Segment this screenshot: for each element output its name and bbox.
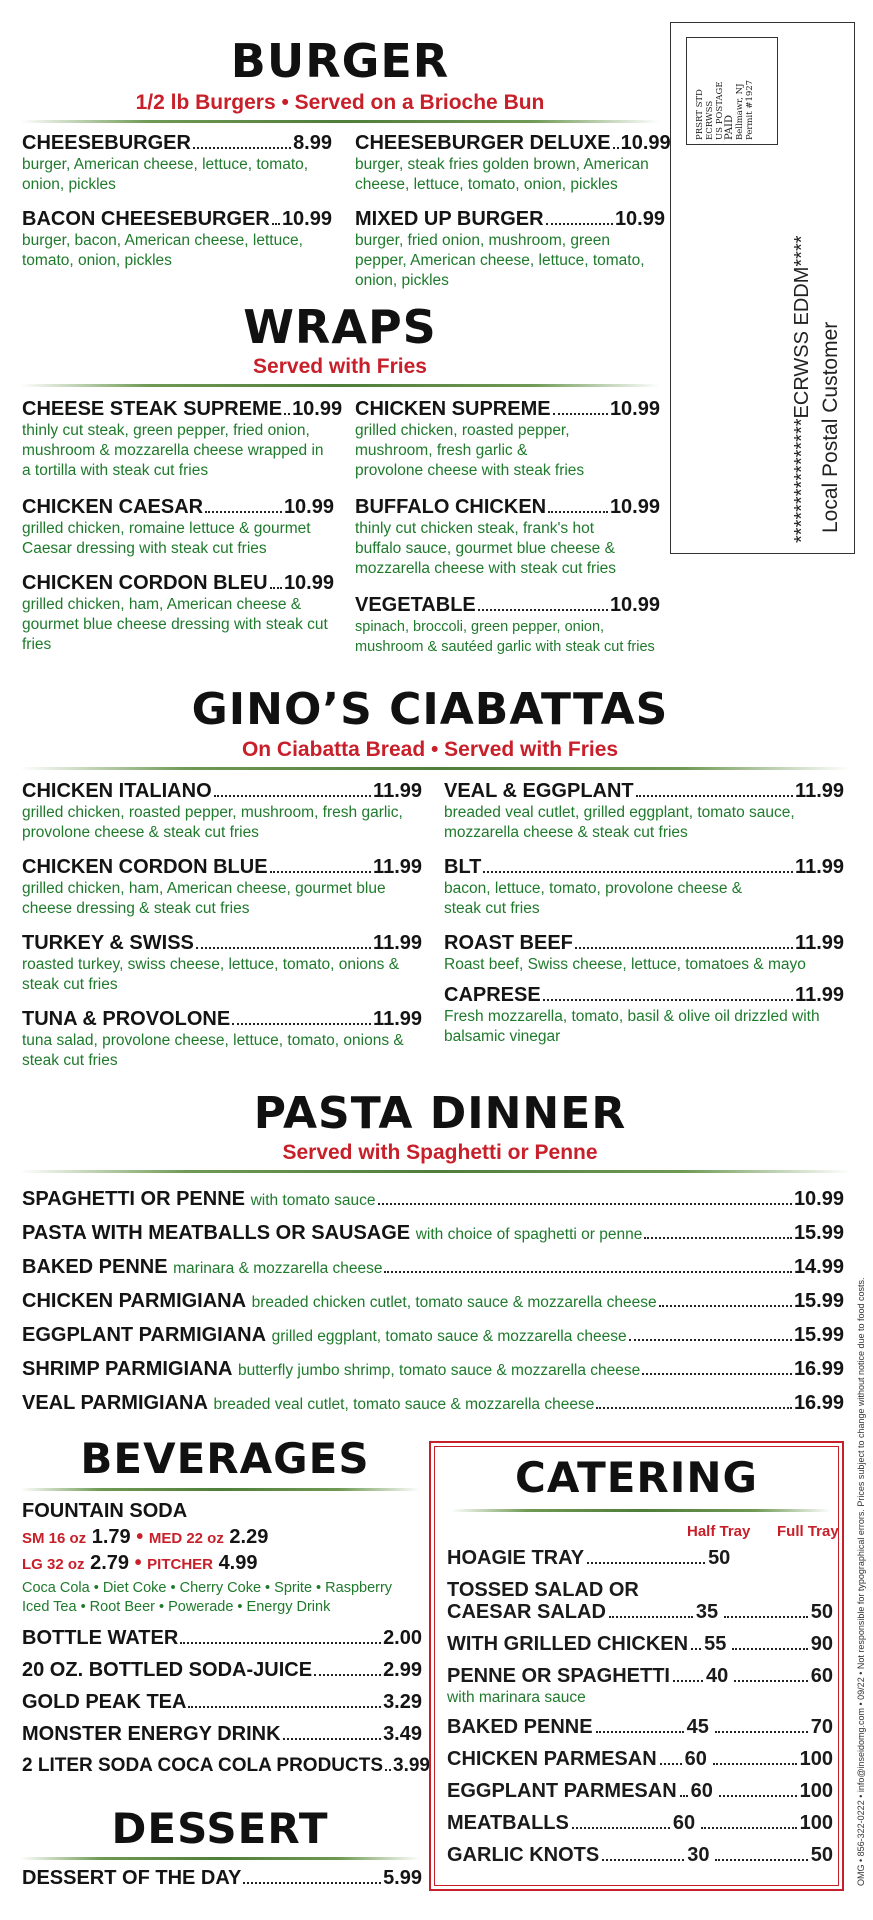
item-price: 11.99	[373, 780, 422, 802]
beverage-row	[22, 1723, 422, 1745]
item-desc: tuna salad, provolone cheese, lettuce, tomato, onions & steak cut fries	[22, 1032, 404, 1069]
item-name: CAESAR SALAD	[447, 1601, 606, 1623]
leader-dots	[378, 1203, 792, 1205]
item-desc: grilled chicken, roasted pepper, mushroom, fresh garlic & provolone cheese with steak fries	[355, 422, 585, 479]
leader-dots	[314, 1674, 381, 1676]
stamp-line: PAID	[724, 115, 735, 140]
item-price: 11.99	[373, 856, 422, 878]
item-desc: burger, fried onion, mushroom, green pepper, American cheese, lettuce, tomato, onion, pickles	[355, 232, 645, 289]
menu-item-chicken-cordon-blue	[22, 856, 422, 919]
item-desc: burger, steak fries golden brown, American cheese, lettuce, tomato, onion, pickles	[355, 156, 649, 193]
leader-dots	[660, 1763, 682, 1765]
ciabattas-divider	[20, 767, 850, 770]
wraps-title: WRAPS	[243, 300, 437, 354]
item-desc: grilled chicken, romaine lettuce & gourmet Caesar dressing with steak cut fries	[22, 520, 311, 557]
leader-dots	[596, 1407, 792, 1409]
stamp-line: Bellmawr, NJ	[735, 83, 745, 140]
item-price: 3.49	[383, 1723, 422, 1745]
leader-dots	[546, 223, 613, 225]
leader-dots	[188, 1706, 381, 1708]
catering-title: CATERING	[515, 1453, 758, 1502]
item-name: BOTTLE WATER	[22, 1627, 179, 1649]
postage-stamp	[686, 37, 778, 145]
catering-divider	[451, 1509, 831, 1512]
size-price: 1.79	[91, 1526, 131, 1548]
menu-item-chicken-supreme	[355, 398, 660, 481]
item-price: 15.99	[793, 1290, 844, 1312]
full-price: 100	[799, 1812, 833, 1834]
item-name: DESSERT OF THE DAY	[22, 1867, 242, 1889]
item-price: 11.99	[795, 932, 844, 954]
beverage-row	[22, 1627, 422, 1649]
item-name: TOSSED SALAD OR	[447, 1579, 639, 1601]
item-price: 11.99	[795, 780, 844, 802]
leader-dots	[673, 1680, 703, 1682]
full-price: 100	[799, 1780, 833, 1802]
item-desc: Fresh mozzarella, tomato, basil & olive oil drizzled with balsamic vinegar	[444, 1008, 820, 1045]
item-desc: grilled chicken, roasted pepper, mushroom, fresh garlic, provolone cheese & steak cut fries	[22, 804, 403, 841]
item-name: BACON CHEESEBURGER	[22, 208, 270, 230]
item-desc: breaded veal cutlet, tomato sauce & mozzarella cheese	[213, 1396, 595, 1413]
item-name: TURKEY & SWISS	[22, 932, 194, 954]
item-name: CHEESE STEAK SUPREME	[22, 398, 283, 420]
leader-dots	[715, 1731, 808, 1733]
item-name: MEATBALLS	[447, 1812, 569, 1834]
half-price: 60	[684, 1748, 707, 1770]
beverages-title: BEVERAGES	[80, 1434, 370, 1483]
disclaimer: OMG • 856-322-0222 • info@inseidomg.com • 09/22 • Not responsible for typographical errors. Prices subject to change without notice due to food costs.	[856, 1277, 866, 1886]
item-name: BAKED PENNE	[22, 1256, 168, 1278]
leader-dots	[543, 999, 793, 1001]
burger-subtitle: 1/2 lb Burgers • Served on a Brioche Bun	[135, 91, 545, 114]
menu-item-turkey-swiss	[22, 932, 422, 995]
item-name: SHRIMP PARMIGIANA	[22, 1358, 233, 1380]
catering-list	[447, 1547, 833, 1866]
item-name: CHICKEN CORDON BLUE	[22, 856, 268, 878]
catering-row	[447, 1812, 833, 1834]
half-tray-label: Half Tray	[687, 1523, 751, 1540]
item-price: 5.99	[383, 1867, 422, 1889]
leader-dots	[548, 511, 608, 513]
item-name: MIXED UP BURGER	[355, 208, 544, 230]
item-name: VEGETABLE	[355, 594, 476, 616]
catering-row	[447, 1665, 833, 1687]
catering-row	[447, 1780, 833, 1802]
fountain-soda: FOUNTAIN SODA	[22, 1500, 188, 1522]
item-name: BAKED PENNE	[447, 1716, 593, 1738]
item-desc: thinly cut chicken steak, frank's hot buffalo sauce, gourmet blue cheese & mozzarella cheese with steak cut fries	[355, 520, 617, 577]
leader-dots	[283, 1738, 382, 1740]
item-desc: with tomato sauce	[250, 1192, 376, 1209]
menu-item-cheeseburger-deluxe	[355, 132, 671, 195]
item-price: 3.29	[383, 1691, 422, 1713]
full-price: 50	[810, 1601, 833, 1623]
catering-row	[447, 1844, 833, 1866]
stamp-line: PRSRT STD	[695, 89, 705, 140]
leader-dots	[715, 1859, 807, 1861]
item-name: WITH GRILLED CHICKEN	[447, 1633, 689, 1655]
item-name: PENNE OR SPAGHETTI	[447, 1665, 670, 1687]
size-price: 2.79	[90, 1552, 130, 1574]
pasta-row	[22, 1392, 844, 1416]
leader-dots	[642, 1373, 792, 1375]
leader-dots	[629, 1339, 792, 1341]
full-price: 100	[799, 1748, 833, 1770]
leader-dots	[659, 1305, 792, 1307]
leader-dots	[205, 511, 282, 513]
item-desc: butterfly jumbo shrimp, tomato sauce & mozzarella cheese	[237, 1362, 641, 1379]
half-price: 40	[706, 1665, 729, 1687]
menu-item-buffalo-chicken	[355, 496, 660, 579]
bullet: •	[136, 1526, 144, 1548]
leader-dots	[613, 147, 619, 149]
leader-dots	[232, 1023, 371, 1025]
leader-dots	[680, 1795, 688, 1797]
item-name: EGGPLANT PARMIGIANA	[22, 1324, 267, 1346]
leader-dots	[384, 1271, 791, 1273]
menu-item-veal-eggplant	[444, 780, 844, 843]
item-name: HOAGIE TRAY	[447, 1547, 585, 1569]
item-desc: with choice of spaghetti or penne	[415, 1226, 643, 1243]
item-price: 11.99	[373, 1008, 422, 1030]
leader-dots	[691, 1648, 701, 1650]
menu-item-chicken-italiano	[22, 780, 422, 843]
dessert-divider	[20, 1857, 420, 1860]
pasta-list	[22, 1188, 844, 1426]
pasta-row	[22, 1358, 844, 1382]
pasta-row	[22, 1324, 844, 1348]
pasta-title: PASTA DINNER	[253, 1088, 627, 1139]
item-price: 16.99	[793, 1392, 844, 1414]
half-price: 60	[672, 1812, 696, 1834]
leader-dots	[701, 1827, 797, 1829]
leader-dots	[180, 1642, 381, 1644]
leader-dots	[609, 1616, 693, 1618]
leader-dots	[734, 1680, 808, 1682]
item-price: 10.99	[793, 1188, 844, 1210]
pasta-row	[22, 1222, 844, 1246]
leader-dots	[553, 413, 608, 415]
item-price: 2.00	[383, 1627, 422, 1649]
item-name: MONSTER ENERGY DRINK	[22, 1723, 281, 1745]
item-price: 8.99	[293, 132, 332, 154]
bullet: •	[134, 1552, 142, 1574]
wraps-divider	[20, 384, 660, 387]
item-name: BLT	[444, 856, 482, 878]
item-name: GOLD PEAK TEA	[22, 1691, 187, 1713]
catering-row	[447, 1633, 833, 1655]
item-name: VEAL & EGGPLANT	[444, 780, 634, 802]
leader-dots	[284, 413, 290, 415]
item-name: CHICKEN PARMESAN	[447, 1748, 657, 1770]
item-price: 11.99	[795, 856, 844, 878]
item-name: CHEESEBURGER DELUXE	[355, 132, 611, 154]
item-price: 14.99	[793, 1256, 844, 1278]
beverages-divider	[20, 1488, 420, 1491]
item-name: TUNA & PROVOLONE	[22, 1008, 231, 1030]
item-price: 2.99	[383, 1659, 422, 1681]
item-name: PASTA WITH MEATBALLS OR SAUSAGE	[22, 1222, 411, 1244]
catering-row	[447, 1601, 833, 1623]
catering-row	[447, 1748, 833, 1770]
beverage-row	[22, 1691, 422, 1713]
item-price: 10.99	[614, 208, 665, 230]
menu-item-vegetable	[355, 594, 660, 657]
item-name: EGGPLANT PARMESAN	[447, 1780, 677, 1802]
item-price: 15.99	[793, 1222, 844, 1244]
ciabattas-title: GINO’S CIABATTAS	[191, 684, 669, 735]
half-price: 45	[686, 1716, 709, 1738]
menu-item-mixed-up-burger	[355, 208, 665, 291]
item-name: 20 OZ. BOTTLED SODA-JUICE	[22, 1659, 313, 1681]
item-name: BUFFALO CHICKEN	[355, 496, 547, 518]
menu-item-caprese	[444, 984, 844, 1047]
menu-item-cheese-steak-supreme	[22, 398, 343, 481]
full-price: 60	[810, 1665, 833, 1687]
leader-dots	[587, 1562, 705, 1564]
item-name: GARLIC KNOTS	[447, 1844, 600, 1866]
leader-dots	[719, 1795, 797, 1797]
leader-dots	[602, 1859, 684, 1861]
stamp-line: Permit #1927	[745, 79, 755, 140]
item-name: ROAST BEEF	[444, 932, 573, 954]
catering-note: with marinara sauce	[447, 1689, 586, 1706]
leader-dots	[193, 147, 291, 149]
item-name: CHEESEBURGER	[22, 132, 191, 154]
item-name: SPAGHETTI OR PENNE	[22, 1188, 245, 1210]
menu-item-bacon-cheeseburger	[22, 208, 332, 271]
eddm-text: ****************ECRWSS EDDM****	[791, 235, 813, 543]
full-price: 50	[810, 1844, 833, 1866]
leader-dots	[572, 1827, 670, 1829]
item-desc: thinly cut steak, green pepper, fried onion, mushroom & mozzarella cheese wrapped in a tortilla with steak cut fries	[22, 422, 324, 479]
item-desc: grilled eggplant, tomato sauce & mozzarella cheese	[271, 1328, 627, 1345]
leader-dots	[385, 1769, 391, 1771]
catering-row	[447, 1716, 833, 1738]
menu-item-chicken-cordon-bleu	[22, 572, 334, 655]
size-price: 4.99	[218, 1552, 258, 1574]
beverages-block	[22, 1500, 430, 1777]
dessert-row	[22, 1867, 422, 1889]
postal-box	[670, 22, 855, 554]
item-desc: Roast beef, Swiss cheese, lettuce, tomatoes & mayo	[444, 956, 806, 973]
item-name: VEAL PARMIGIANA	[22, 1392, 208, 1414]
beverage-row	[22, 1755, 430, 1777]
leader-dots	[724, 1616, 808, 1618]
item-name: CHICKEN SUPREME	[355, 398, 551, 420]
pasta-row	[22, 1188, 844, 1212]
item-name: CHICKEN CAESAR	[22, 496, 204, 518]
item-desc: grilled chicken, ham, American cheese & gourmet blue cheese dressing with steak cut fries	[22, 596, 328, 653]
size-label: PITCHER	[147, 1556, 213, 1573]
item-price: 10.99	[281, 208, 332, 230]
stamp-line: US POSTAGE	[715, 81, 725, 140]
item-price: 11.99	[795, 984, 844, 1006]
leader-dots	[214, 795, 371, 797]
fountain-sizes	[22, 1526, 422, 1550]
full-price: 90	[810, 1633, 833, 1655]
half-price: 30	[687, 1844, 710, 1866]
leader-dots	[636, 795, 793, 797]
leader-dots	[243, 1882, 381, 1884]
item-price: 10.99	[283, 572, 334, 594]
leader-dots	[732, 1648, 807, 1650]
ciabattas-subtitle: On Ciabatta Bread • Served with Fries	[241, 738, 619, 761]
leader-dots	[596, 1731, 684, 1733]
pasta-row	[22, 1256, 844, 1280]
size-price: 2.29	[229, 1526, 269, 1548]
item-desc: grilled chicken, ham, American cheese, gourmet blue cheese dressing & steak cut fries	[22, 880, 386, 917]
full-tray-label: Full Tray	[777, 1523, 839, 1540]
dessert-block	[22, 1867, 422, 1889]
wraps-subtitle: Served with Fries	[253, 355, 427, 378]
item-name: CHICKEN ITALIANO	[22, 780, 212, 802]
dessert-title: DESSERT	[111, 1804, 329, 1853]
postal-customer: Local Postal Customer	[819, 321, 842, 533]
item-price: 15.99	[793, 1324, 844, 1346]
pasta-subtitle: Served with Spaghetti or Penne	[282, 1141, 598, 1164]
menu-item-cheeseburger	[22, 132, 332, 195]
leader-dots	[270, 871, 371, 873]
item-name: 2 LITER SODA COCA COLA PRODUCTS	[22, 1755, 384, 1776]
stamp-line: ECRWSS	[705, 100, 715, 140]
item-name: CHICKEN CORDON BLEU	[22, 572, 268, 594]
pasta-divider	[20, 1170, 850, 1173]
leader-dots	[575, 947, 793, 949]
item-price: 10.99	[283, 496, 334, 518]
beverage-row	[22, 1659, 422, 1681]
item-desc: burger, American cheese, lettuce, tomato, onion, pickles	[22, 156, 309, 193]
catering-row	[447, 1547, 833, 1569]
leader-dots	[270, 587, 282, 589]
menu-item-blt	[444, 856, 844, 919]
item-price: 10.99	[609, 496, 660, 518]
item-price: 10.99	[620, 132, 671, 154]
half-price: 35	[695, 1601, 719, 1623]
menu-item-roast-beef	[444, 932, 844, 975]
item-desc: bacon, lettuce, tomato, provolone cheese & steak cut fries	[444, 880, 743, 917]
half-price: 50	[708, 1547, 731, 1569]
item-desc: breaded veal cutlet, grilled eggplant, tomato sauce, mozzarella cheese & steak cut fries	[444, 804, 795, 841]
half-price: 55	[704, 1633, 727, 1655]
size-label: SM 16 oz	[22, 1530, 87, 1547]
item-price: 3.99	[393, 1755, 430, 1776]
catering-box	[429, 1441, 844, 1891]
item-desc: marinara & mozzarella cheese	[173, 1260, 383, 1277]
item-price: 10.99	[292, 398, 343, 420]
item-name: CHICKEN PARMIGIANA	[22, 1290, 247, 1312]
half-price: 60	[690, 1780, 713, 1802]
leader-dots	[713, 1763, 797, 1765]
item-price: 10.99	[609, 594, 660, 616]
menu-item-chicken-caesar	[22, 496, 334, 559]
item-desc: spinach, broccoli, green pepper, onion, mushroom & sautéed garlic with steak cut fries	[355, 619, 655, 655]
leader-dots	[644, 1237, 792, 1239]
catering-row	[447, 1579, 833, 1601]
burger-divider	[20, 120, 660, 123]
item-price: 11.99	[373, 932, 422, 954]
pasta-row	[22, 1290, 844, 1314]
fountain-flavors: Coca Cola • Diet Coke • Cherry Coke • Sprite • Raspberry Iced Tea • Root Beer • Powerade • Energy Drink	[22, 1580, 393, 1615]
menu-item-tuna-provolone	[22, 1008, 422, 1071]
size-label: LG 32 oz	[22, 1556, 85, 1573]
item-desc: burger, bacon, American cheese, lettuce, tomato, onion, pickles	[22, 232, 303, 269]
leader-dots	[483, 871, 793, 873]
fountain-sizes	[22, 1552, 422, 1576]
item-price: 10.99	[609, 398, 660, 420]
leader-dots	[196, 947, 371, 949]
item-name: CAPRESE	[444, 984, 541, 1006]
item-desc: roasted turkey, swiss cheese, lettuce, tomato, onions & steak cut fries	[22, 956, 400, 993]
burger-title: BURGER	[230, 34, 450, 88]
leader-dots	[272, 223, 280, 225]
item-price: 16.99	[793, 1358, 844, 1380]
item-desc: breaded chicken cutlet, tomato sauce & mozzarella cheese	[251, 1294, 657, 1311]
leader-dots	[478, 609, 608, 611]
size-label: MED 22 oz	[148, 1530, 224, 1547]
full-price: 70	[810, 1716, 833, 1738]
